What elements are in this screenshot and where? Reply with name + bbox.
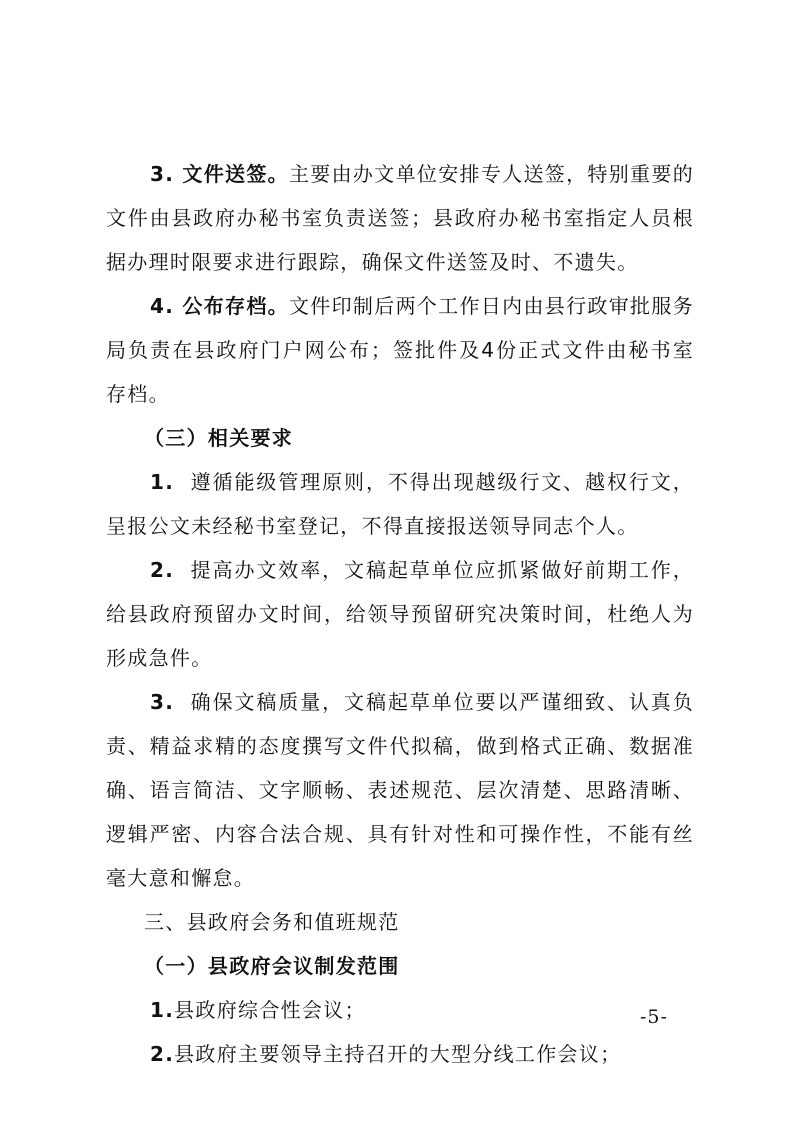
paragraph-lead: 3. 文件送签。 <box>150 162 289 186</box>
meeting-scope-item <box>106 1032 694 1076</box>
item-text: 确保文稿质量，文稿起草单位要以严谨细致、认真负责、精益求精的态度撰写文件代拟稿，做到格式正确、数据准确、语言简洁、文字顺畅、表述规范、层次清楚、思路清晰、逻辑严密、内容合法合规、具有针对性和可操作性，不能有丝毫大意和懈怠。 <box>106 690 694 890</box>
item-text: 遵循能级管理原则，不得出现越级行文、越权行文，呈报公文未经秘书室登记，不得直接报送领导同志个人。 <box>106 470 694 538</box>
page-number: -5- <box>640 1006 668 1028</box>
paragraph-publish-archive <box>106 284 694 416</box>
paragraph-text: 文件印制后两个工作日内由县行政审批服务局负责在县政府门户网公布；签批件及4份正式文件由秘书室存档。 <box>106 294 694 406</box>
meeting-scope-item <box>106 988 694 1032</box>
chapter-heading: 三、县政府会务和值班规范 <box>144 910 400 934</box>
item-number: 1. <box>150 998 175 1022</box>
item-number: 1. <box>150 470 175 494</box>
item-number: 2. <box>150 558 175 582</box>
document-body <box>106 152 694 1076</box>
item-number: 2. <box>150 1042 175 1066</box>
paragraph-text: 主要由办文单位安排专人送签，特别重要的文件由县政府办秘书室负责送签；县政府办秘书室指定人员根据办理时限要求进行跟踪，确保文件送签及时、不遗失。 <box>106 162 694 274</box>
paragraph-lead: 4. 公布存档。 <box>150 294 289 318</box>
item-number: 3. <box>150 690 175 714</box>
subsection-heading: （一）县政府会议制发范围 <box>144 954 400 978</box>
item-text: 县政府主要领导主持召开的大型分线工作会议； <box>174 1042 622 1066</box>
requirement-item <box>106 548 694 680</box>
requirement-item <box>106 460 694 548</box>
requirement-item <box>106 680 694 900</box>
section-heading-requirements: （三）相关要求 <box>144 426 294 450</box>
item-text: 县政府综合性会议； <box>174 998 366 1022</box>
item-text: 提高办文效率，文稿起草单位应抓紧做好前期工作，给县政府预留办文时间，给领导预留研究决策时间，杜绝人为形成急件。 <box>106 558 694 670</box>
paragraph-file-signing <box>106 152 694 284</box>
